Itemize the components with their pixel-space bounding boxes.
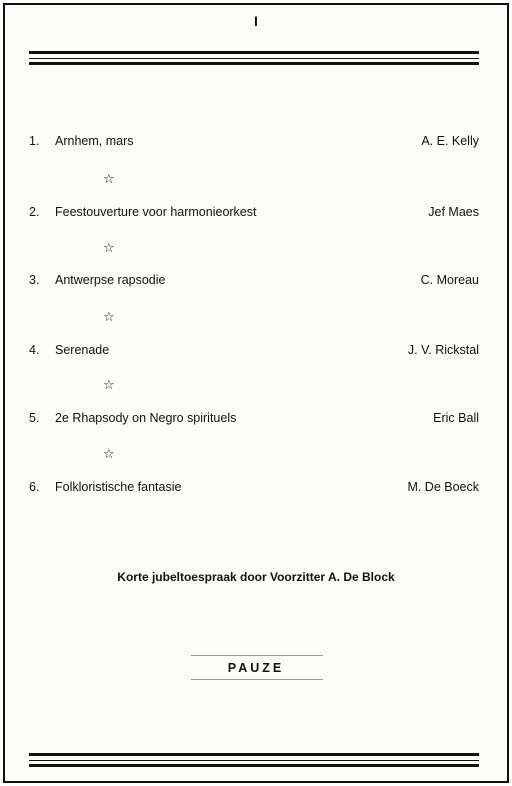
bottom-rule-thick-2 <box>29 764 479 767</box>
item-number: 4. <box>29 343 40 357</box>
star-separator: ☆ <box>103 378 115 393</box>
speech-announcement: Korte jubeltoespraak door Voorzitter A. De Block <box>117 570 395 584</box>
bottom-rule-thick <box>29 753 479 756</box>
item-title: Antwerpse rapsodie <box>55 273 166 287</box>
item-composer: J. V. Rickstal <box>407 343 479 357</box>
star-separator: ☆ <box>103 447 115 462</box>
star-separator: ☆ <box>103 172 115 187</box>
item-number: 5. <box>29 411 40 425</box>
item-number: 6. <box>29 480 40 494</box>
pause-rule-top <box>191 655 323 656</box>
page-number: I <box>254 13 258 29</box>
item-composer: Eric Ball <box>433 411 479 425</box>
item-title: 2e Rhapsody on Negro spirituels <box>55 411 237 425</box>
star-separator: ☆ <box>103 241 115 256</box>
top-rule-thick <box>29 51 479 54</box>
top-rule-thin <box>29 58 479 59</box>
item-number: 1. <box>29 134 40 148</box>
item-composer: C. Moreau <box>420 273 479 287</box>
item-title: Folkloristische fantasie <box>55 480 182 494</box>
bottom-rule-thin <box>29 760 479 761</box>
item-composer: M. De Boeck <box>407 480 479 494</box>
item-title: Arnhem, mars <box>55 134 134 148</box>
pause-label: PAUZE <box>227 661 285 675</box>
item-composer: Jef Maes <box>428 205 479 219</box>
program-page <box>3 3 509 783</box>
star-separator: ☆ <box>103 310 115 325</box>
pause-rule-bottom <box>191 679 323 680</box>
top-rule-thick-2 <box>29 62 479 65</box>
item-number: 2. <box>29 205 40 219</box>
item-number: 3. <box>29 273 40 287</box>
item-title: Serenade <box>55 343 110 357</box>
item-composer: A. E. Kelly <box>421 134 479 148</box>
item-title: Feestouverture voor harmonieorkest <box>55 205 257 219</box>
